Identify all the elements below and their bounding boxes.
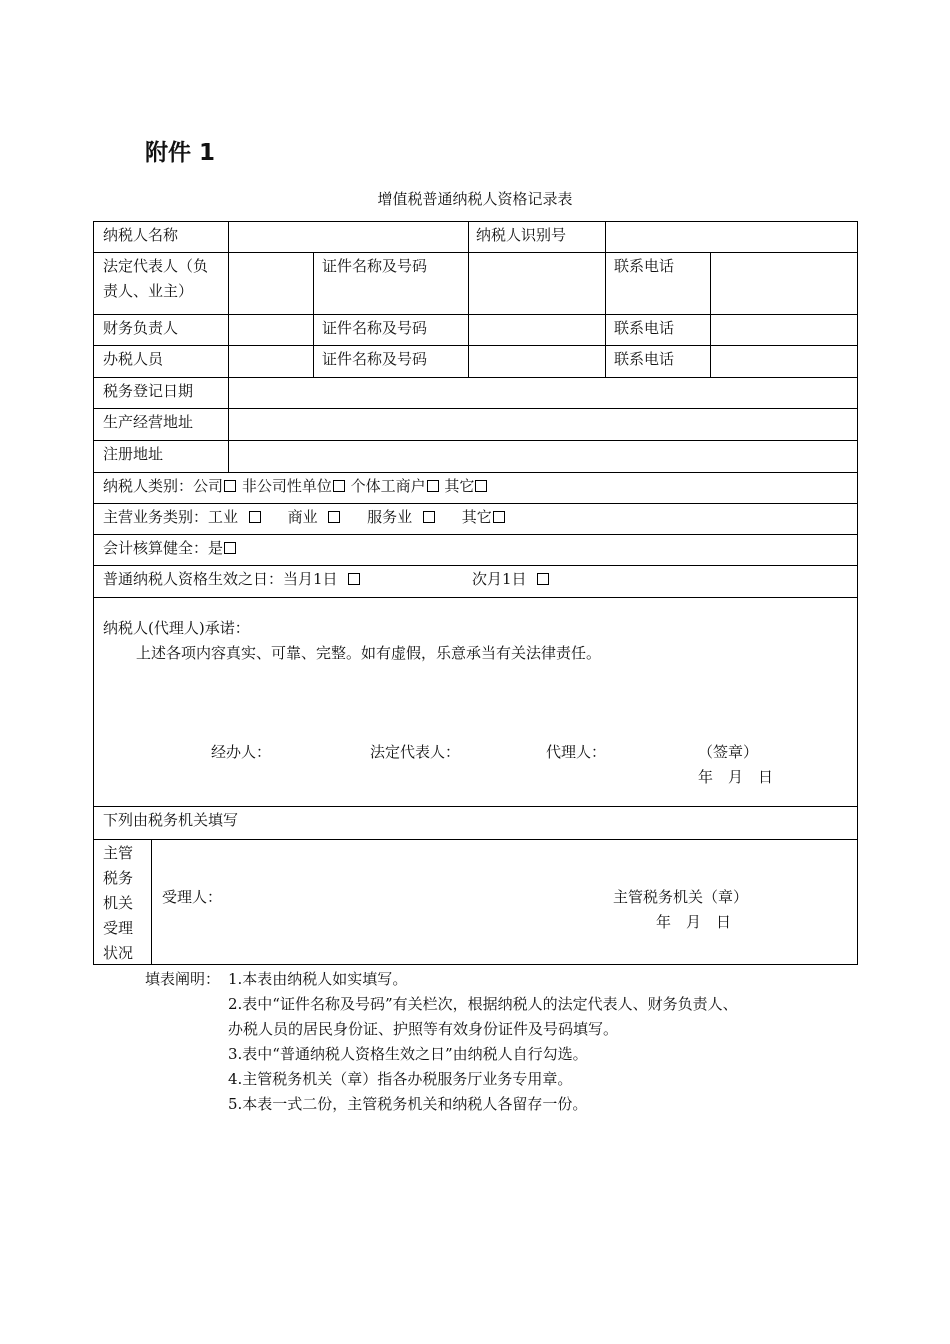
qualification-form xyxy=(93,221,858,965)
type-other-label: 其它 xyxy=(444,477,475,495)
acceptance-side-label-3: 机关 xyxy=(103,894,134,912)
legal-rep-id-doc-label: 证件名称及号码 xyxy=(322,257,428,275)
effective-next-month-checkbox[interactable] xyxy=(537,573,549,585)
tax-staff-phone-label: 联系电话 xyxy=(614,350,675,368)
type-individual-label: 个体工商户 xyxy=(350,477,426,495)
category-service-checkbox[interactable] xyxy=(423,511,435,523)
acceptance-side-label-2: 税务 xyxy=(103,869,134,887)
accounting-row xyxy=(103,536,237,560)
effective-next-month-label: 次月1日 xyxy=(472,570,527,588)
type-non-company-label: 非公司性单位 xyxy=(241,477,332,495)
accounting-yes-checkbox[interactable] xyxy=(224,542,236,554)
note-item-3: 3.表中“普通纳税人资格生效之日”由纳税人自行勾选。 xyxy=(228,1045,588,1063)
receiver-label: 受理人： xyxy=(162,888,223,906)
business-address-label: 生产经营地址 xyxy=(103,413,194,431)
tax-staff-id-doc-label: 证件名称及号码 xyxy=(322,350,428,368)
finance-head-phone-label: 联系电话 xyxy=(614,319,675,337)
effective-date-label: 普通纳税人资格生效之日： xyxy=(103,570,284,588)
note-item-2-continued: 办税人员的居民身份证、护照等有效身份证件及号码填写。 xyxy=(228,1020,619,1038)
category-other-label: 其它 xyxy=(461,508,492,526)
taxpayer-name-label: 纳税人名称 xyxy=(103,226,179,244)
finance-head-id-doc-label: 证件名称及号码 xyxy=(322,319,428,337)
type-company-checkbox[interactable] xyxy=(224,480,236,492)
type-non-company-checkbox[interactable] xyxy=(333,480,345,492)
finance-head-label: 财务负责人 xyxy=(103,319,179,337)
category-other-checkbox[interactable] xyxy=(493,511,505,523)
attachment-label: 附件 1 xyxy=(145,140,216,166)
acceptance-date: 年 月 日 xyxy=(656,913,732,931)
tax-staff-label: 办税人员 xyxy=(103,350,164,368)
type-company-label: 公司 xyxy=(193,477,224,495)
legal-rep-phone-label: 联系电话 xyxy=(614,257,675,275)
taxpayer-type-row xyxy=(103,474,488,498)
agent-label: 代理人： xyxy=(546,743,607,761)
type-individual-checkbox[interactable] xyxy=(427,480,439,492)
tax-office-seal-label: 主管税务机关（章） xyxy=(613,888,749,906)
effective-current-month-checkbox[interactable] xyxy=(348,573,360,585)
business-category-label: 主营业务类别： xyxy=(103,508,209,526)
note-item-4: 4.主管税务机关（章）指各办税服务厅业务专用章。 xyxy=(228,1070,573,1088)
pledge-title: 纳税人(代理人)承诺： xyxy=(103,619,250,637)
handler-label: 经办人： xyxy=(211,743,272,761)
acceptance-side-label-1: 主管 xyxy=(103,844,134,862)
signature-seal-label: （签章） xyxy=(698,743,759,761)
form-title: 增值税普通纳税人资格记录表 xyxy=(377,190,573,208)
effective-date-row xyxy=(103,567,361,591)
acceptance-side-label-4: 受理 xyxy=(103,919,134,937)
legal-rep-label-line2: 责人、业主） xyxy=(103,282,194,300)
note-item-5: 5.本表一式二份，主管税务机关和纳税人各留存一份。 xyxy=(228,1095,588,1113)
taxpayer-type-label: 纳税人类别： xyxy=(103,477,194,495)
accounting-label: 会计核算健全： xyxy=(103,539,209,557)
category-service-label: 服务业 xyxy=(367,508,413,526)
legal-rep-label-line1: 法定代表人（负 xyxy=(103,257,209,275)
effective-current-month-label: 当月1日 xyxy=(283,570,338,588)
business-category-row xyxy=(103,505,506,529)
acceptance-side-label-5: 状况 xyxy=(103,944,134,962)
note-item-2: 2.表中“证件名称及号码”有关栏次，根据纳税人的法定代表人、财务负责人、 xyxy=(228,995,738,1013)
accounting-yes-label: 是 xyxy=(208,539,224,557)
effective-next-month xyxy=(472,567,550,591)
notes-title: 填表阐明： xyxy=(145,970,221,988)
category-industry-label: 工业 xyxy=(208,508,239,526)
note-item-1: 1.本表由纳税人如实填写。 xyxy=(228,970,408,988)
legal-rep-sign-label: 法定代表人： xyxy=(370,743,461,761)
category-industry-checkbox[interactable] xyxy=(249,511,261,523)
pledge-text: 上述各项内容真实、可靠、完整。如有虚假，乐意承当有关法律责任。 xyxy=(136,644,602,662)
pledge-date: 年 月 日 xyxy=(698,768,774,786)
category-commerce-label: 商业 xyxy=(287,508,318,526)
tax-office-section-label: 下列由税务机关填写 xyxy=(103,811,239,829)
taxpayer-id-label: 纳税人识别号 xyxy=(476,226,567,244)
type-other-checkbox[interactable] xyxy=(475,480,487,492)
category-commerce-checkbox[interactable] xyxy=(328,511,340,523)
registered-address-label: 注册地址 xyxy=(103,445,164,463)
registration-date-label: 税务登记日期 xyxy=(103,382,194,400)
